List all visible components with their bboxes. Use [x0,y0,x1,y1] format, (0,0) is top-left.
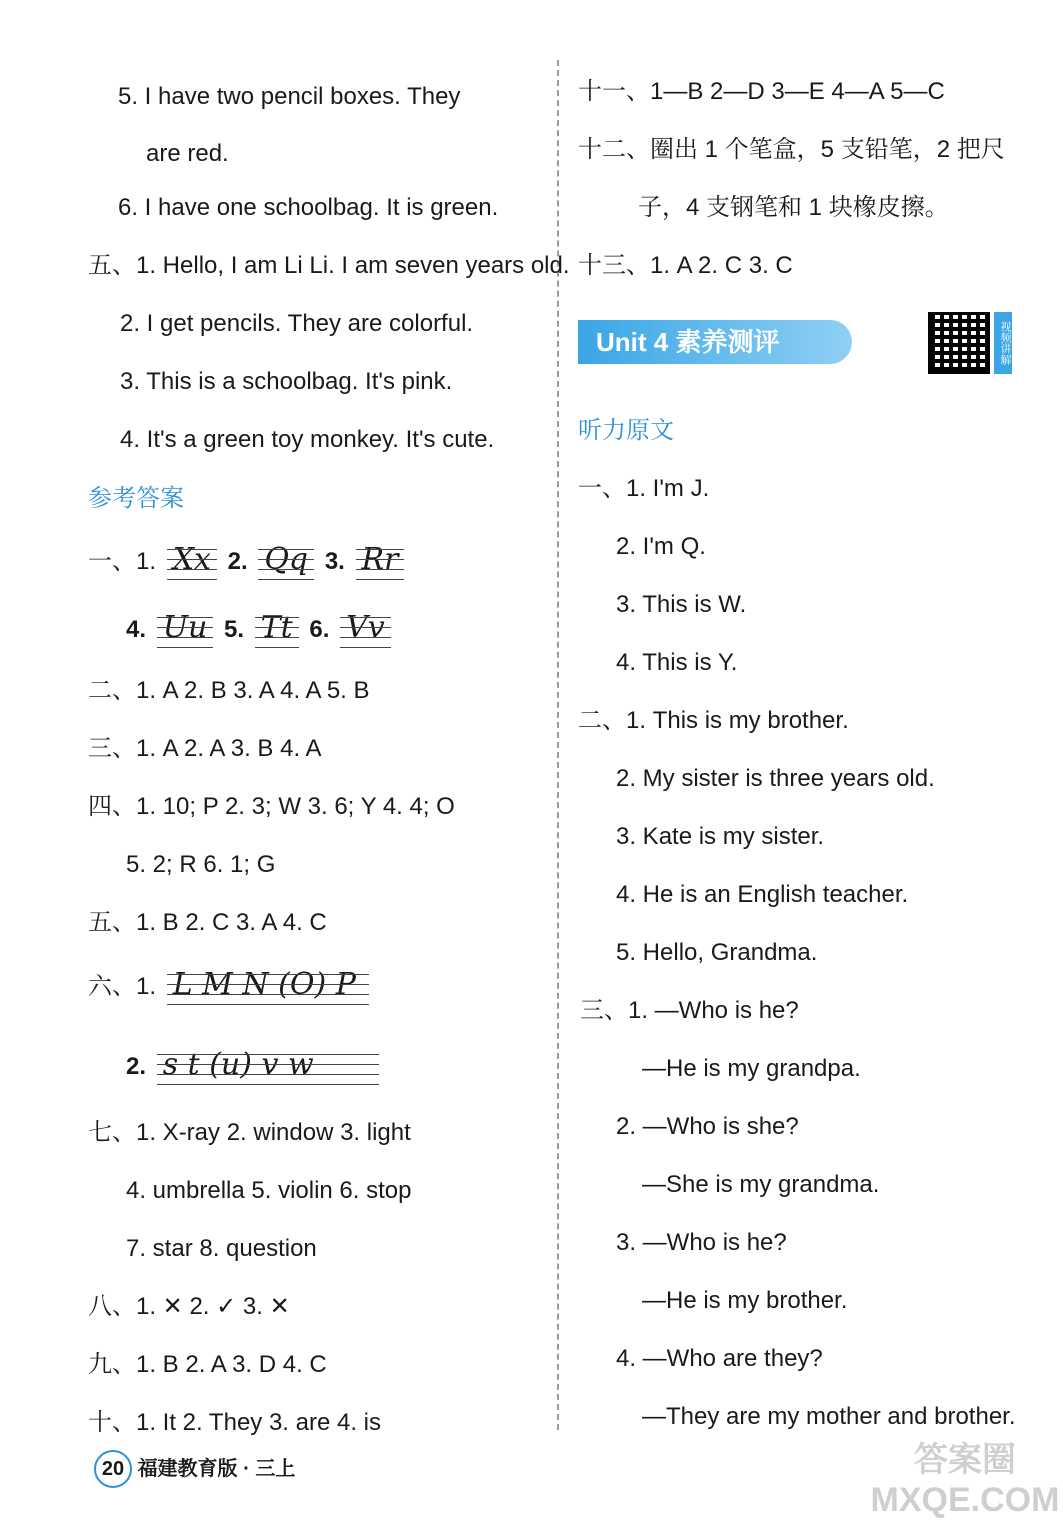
answer-line: 子，4 支钢笔和 1 块橡皮擦。 [638,194,949,221]
answer-line: 四、1. 10; P 2. 3; W 3. 6; Y 4. 4; O [88,793,455,820]
script-line: 3. This is W. [616,591,747,618]
handwriting-answer: Vv [340,613,391,645]
answer-line: 五、1. Hello, I am Li Li. I am seven years old. [88,252,570,279]
answer-line: 七、1. X-ray 2. window 3. light [88,1119,411,1146]
unit-banner: Unit 4 素养测评 [578,320,852,364]
answer-line: 十一、1—B 2—D 3—E 4—A 5—C [578,78,945,105]
script-line: 一、1. I'm J. [578,475,710,502]
handwriting-answer: Tt [255,613,299,645]
answer-line: 5. I have two pencil boxes. They [118,83,461,110]
script-line: —She is my grandma. [642,1171,880,1198]
script-line: 三、1. —Who is he? [580,997,799,1024]
qr-code-icon[interactable] [928,312,990,374]
handwriting-row: 一、1. Xx 2. Qq 3. Rr [88,545,408,577]
letter-sequence-row: 六、1. L M N (O) P [88,970,373,1002]
reference-answers-heading: 参考答案 [88,485,184,512]
script-line: 2. —Who is she? [616,1113,799,1140]
answer-line: 八、1. ✕ 2. ✓ 3. ✕ [88,1293,290,1320]
script-line: 2. My sister is three years old. [616,765,935,792]
script-line: 4. He is an English teacher. [616,881,909,908]
answer-line: 二、1. A 2. B 3. A 4. A 5. B [88,677,370,704]
page-footer [94,1450,295,1488]
script-line: 2. I'm Q. [616,533,706,560]
answer-line: 6. I have one schoolbag. It is green. [118,194,499,221]
handwriting-answer: s t (u) v w [157,1050,379,1082]
answer-line: 十三、1. A 2. C 3. C [578,252,793,279]
answer-line: 7. star 8. question [126,1235,317,1262]
script-line: —He is my brother. [642,1287,848,1314]
answer-line: 三、1. A 2. A 3. B 4. A [88,735,322,762]
question-number: 一、1. [88,548,157,575]
handwriting-answer: Rr [356,545,405,577]
script-line: —He is my grandpa. [642,1055,861,1082]
script-line: —They are my mother and brother. [642,1403,1016,1430]
handwriting-row: 4. Uu 5. Tt 6. Vv [126,613,395,645]
script-line: 3. Kate is my sister. [616,823,825,850]
answer-line: 五、1. B 2. C 3. A 4. C [88,909,327,936]
video-explanation-label: 视频讲解 [994,312,1012,374]
handwriting-answer: L M N (O) P [167,970,369,1002]
answer-line: 九、1. B 2. A 3. D 4. C [88,1351,327,1378]
script-line: 5. Hello, Grandma. [616,939,818,966]
handwriting-answer: Qq [258,545,314,577]
answer-line: 十、1. It 2. They 3. are 4. is [88,1409,382,1436]
script-line: 4. —Who are they? [616,1345,823,1372]
handwriting-answer: Uu [157,613,214,645]
handwriting-answer: Xx [167,545,217,577]
script-line: 3. —Who is he? [616,1229,787,1256]
answer-line: 5. 2; R 6. 1; G [126,851,276,878]
letter-sequence-row: 2. s t (u) v w [126,1050,383,1082]
page-number: 20 [94,1450,132,1488]
edition-label: 福建教育版 · 三上 [137,1458,296,1480]
script-line: 4. This is Y. [616,649,738,676]
answer-line: 3. This is a schoolbag. It's pink. [120,368,453,395]
answer-line: are red. [146,140,229,167]
listening-script-heading: 听力原文 [578,417,674,444]
watermark: 答案圈 MXQE.COM [870,1441,1060,1519]
answer-line: 2. I get pencils. They are colorful. [120,310,474,337]
answer-line: 4. It's a green toy monkey. It's cute. [120,426,495,453]
answer-line: 十二、圈出 1 个笔盒，5 支铅笔，2 把尺 [578,136,1005,163]
script-line: 二、1. This is my brother. [578,707,849,734]
answer-line: 4. umbrella 5. violin 6. stop [126,1177,412,1204]
